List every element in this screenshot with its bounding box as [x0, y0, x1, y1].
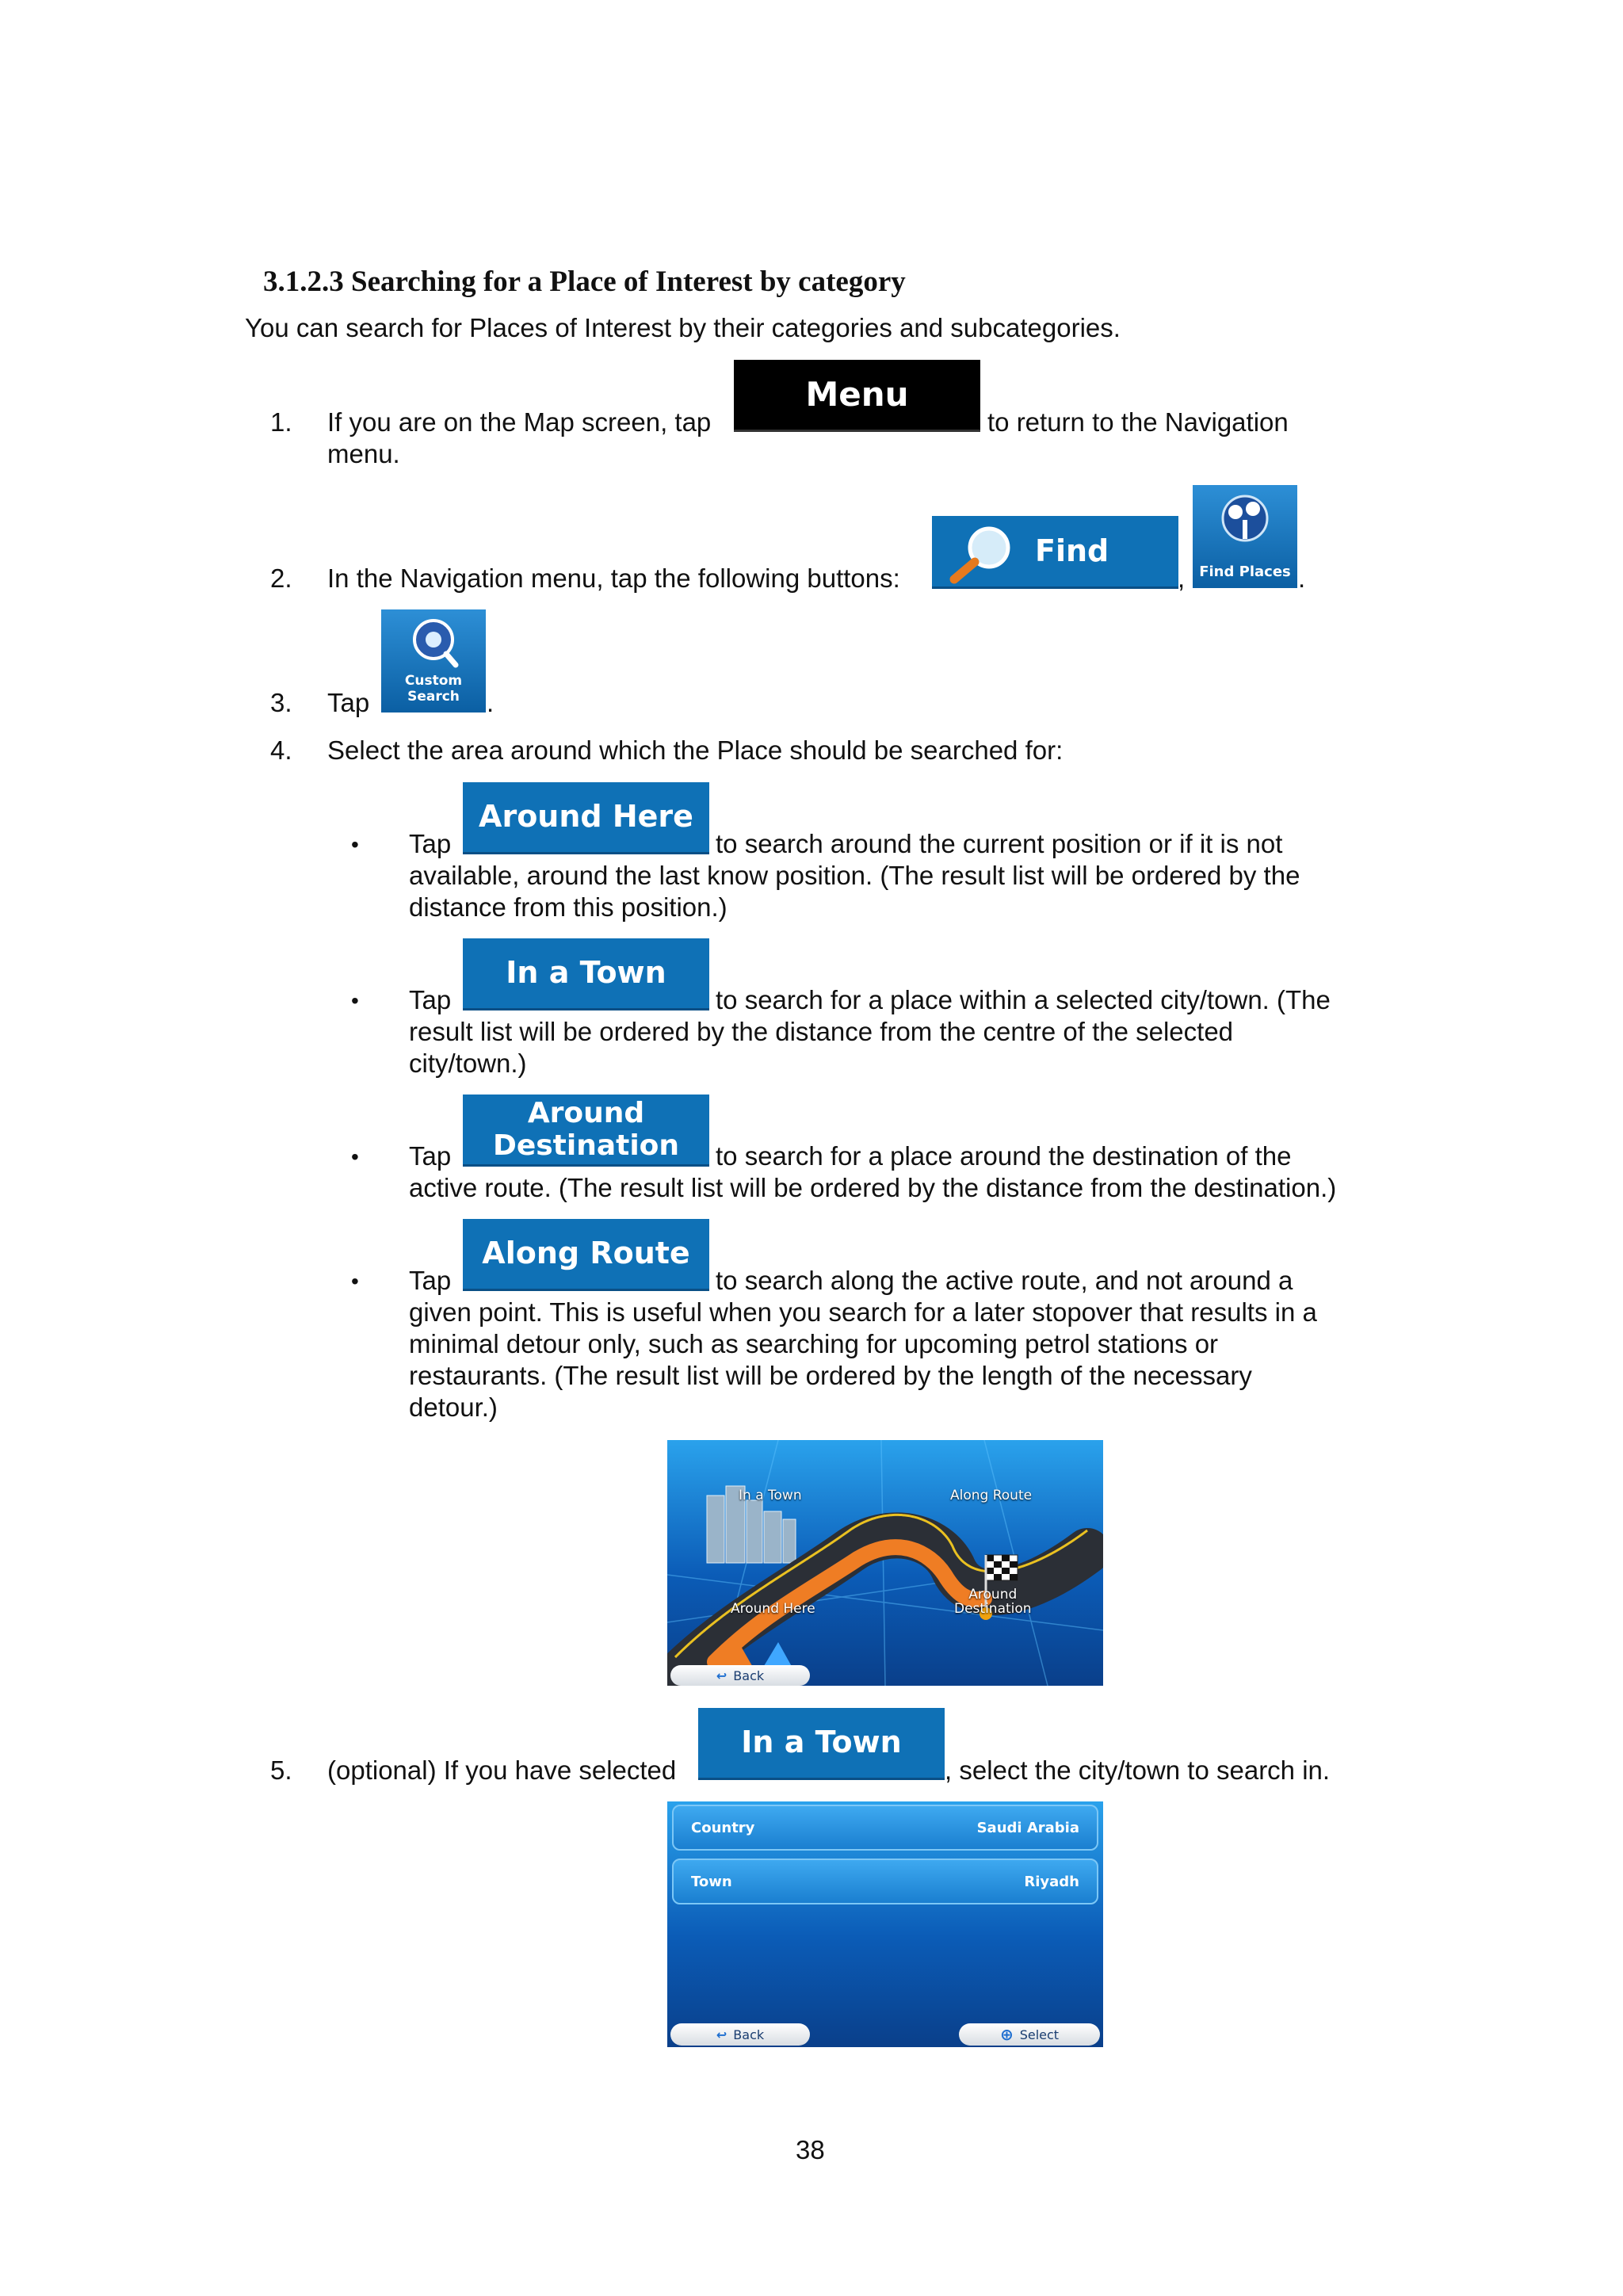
around-here-button[interactable]: Around Here — [463, 782, 709, 854]
step5-text: (optional) If you have selected — [327, 1755, 677, 1785]
bullet-text: restaurants. (The result list will be ordered by the length of the necessary — [409, 1361, 1252, 1390]
step-number: 1. — [270, 407, 292, 437]
step2-text: In the Navigation menu, tap the following buttons: — [327, 563, 900, 593]
step1-text: If you are on the Map screen, tap — [327, 407, 712, 437]
label-line: Around — [968, 1587, 1018, 1603]
bullet-text: to search for a place within a selected city/town. (The — [716, 985, 1331, 1014]
intro-text: You can search for Places of Interest by their categories and subcategories. — [245, 313, 1121, 342]
select-button[interactable] — [959, 2023, 1100, 2046]
around-here-label[interactable]: Around Here — [731, 1601, 815, 1617]
town-value: Riyadh — [1024, 1874, 1079, 1890]
country-value: Saudi Arabia — [976, 1820, 1079, 1836]
bullet-text: given point. This is useful when you search for a later stopover that results in a — [409, 1297, 1317, 1327]
back-button[interactable] — [670, 1665, 810, 1686]
select-label: Select — [1019, 2027, 1060, 2042]
bullet-dot: • — [351, 988, 359, 1013]
step-number: 5. — [270, 1755, 292, 1785]
custom-search-icon — [405, 616, 462, 670]
find-places-button[interactable] — [1193, 485, 1297, 588]
bullet-text: city/town.) — [409, 1049, 527, 1078]
back-button[interactable] — [670, 2023, 810, 2046]
find-button-label: Find — [1035, 533, 1109, 568]
step4-text: Select the area around which the Place should be searched for: — [327, 735, 1064, 765]
bullet-text: to search around the current position or if it is not — [716, 829, 1283, 858]
bullet-text: distance from this position.) — [409, 892, 727, 922]
town-selection-screenshot — [667, 1801, 1103, 2047]
label-line: Destination — [954, 1601, 1032, 1617]
step5-text-after: , select the city/town to search in. — [945, 1755, 1331, 1785]
custom-search-label: Custom Search — [404, 673, 463, 705]
tap-text: Tap — [409, 985, 452, 1014]
step-number: 3. — [270, 688, 292, 717]
tap-text: Tap — [409, 1141, 452, 1171]
step-number: 2. — [270, 563, 292, 593]
around-destination-button[interactable] — [463, 1095, 709, 1167]
menu-button[interactable]: Menu — [734, 360, 980, 432]
step3-text: Tap — [327, 688, 370, 717]
bullet-dot: • — [351, 832, 359, 857]
button-label-line: Destination — [492, 1129, 680, 1162]
in-a-town-button[interactable]: In a Town — [463, 938, 709, 1010]
back-arrow-icon: ↩ — [716, 2027, 727, 2042]
step1-text-line2: menu. — [327, 439, 400, 468]
page-number: 38 — [796, 2135, 825, 2164]
comma: , — [1178, 563, 1186, 593]
magnifier-icon — [948, 522, 1019, 584]
country-row[interactable] — [672, 1805, 1098, 1851]
find-places-label: Find Places — [1199, 563, 1291, 580]
bullet-text: to search for a place around the destination of the — [716, 1141, 1292, 1171]
period: . — [1298, 563, 1306, 593]
along-route-label[interactable]: Along Route — [950, 1488, 1033, 1503]
bullet-dot: • — [351, 1269, 359, 1293]
button-label-line: Around — [527, 1096, 645, 1129]
section-heading: 3.1.2.3 Searching for a Place of Interest by category — [263, 266, 906, 298]
bullet-text: detour.) — [409, 1392, 498, 1422]
back-label: Back — [733, 1668, 765, 1683]
road-illustration — [667, 1440, 1103, 1686]
tap-text: Tap — [409, 1266, 452, 1295]
back-arrow-icon: ↩ — [716, 1668, 727, 1683]
bullet-text: to search along the active route, and not around a — [716, 1266, 1293, 1295]
in-a-town-button[interactable]: In a Town — [698, 1708, 945, 1780]
around-destination-label[interactable] — [954, 1587, 1032, 1616]
bullet-text: active route. (The result list will be ordered by the distance from the destination.) — [409, 1173, 1337, 1202]
town-row[interactable] — [672, 1859, 1098, 1904]
step1-text-after: to return to the Navigation — [987, 407, 1289, 437]
places-icon — [1216, 490, 1274, 545]
tap-text: Tap — [409, 829, 452, 858]
find-button[interactable] — [932, 516, 1178, 589]
in-a-town-label[interactable]: In a Town — [739, 1488, 802, 1503]
bullet-dot: • — [351, 1144, 359, 1169]
bullet-text: available, around the last know position. (The result list will be ordered by the — [409, 861, 1300, 890]
town-label: Town — [691, 1874, 732, 1890]
along-route-button[interactable]: Along Route — [463, 1219, 709, 1291]
period: . — [487, 688, 495, 717]
custom-search-button[interactable] — [381, 609, 486, 712]
bullet-text: result list will be ordered by the distance from the centre of the selected — [409, 1017, 1234, 1046]
country-label: Country — [691, 1820, 755, 1836]
back-label: Back — [733, 2027, 765, 2042]
search-area-screenshot — [667, 1440, 1103, 1686]
step-number: 4. — [270, 735, 292, 765]
crosshair-icon: ⊕ — [999, 2025, 1014, 2044]
bullet-text: minimal detour only, such as searching for upcoming petrol stations or — [409, 1329, 1219, 1358]
